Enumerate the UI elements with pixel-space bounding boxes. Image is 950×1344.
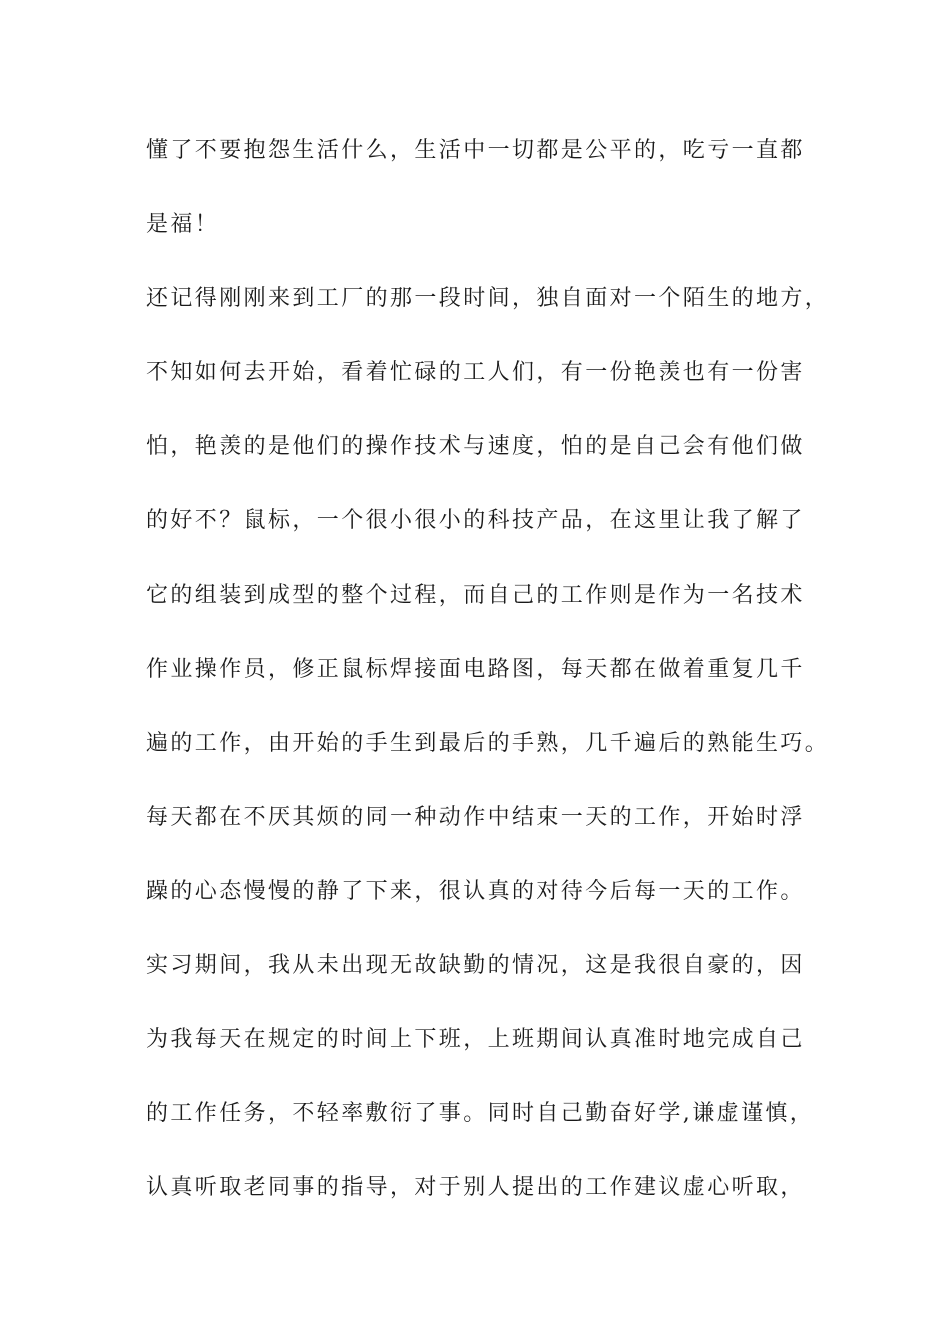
text-line: 它的组装到成型的整个过程，而自己的工作则是作为一名技术: [146, 582, 805, 608]
text-line: 实习期间，我从未出现无故缺勤的情况，这是我很自豪的，因: [146, 953, 805, 979]
text-line: 懂了不要抱怨生活什么，生活中一切都是公平的，吃亏一直都: [146, 138, 805, 163]
text-line: 遍的工作，由开始的手生到最后的手熟，几千遍后的熟能生巧。: [146, 730, 830, 756]
text-line: 躁的心态慢慢的静了下来，很认真的对待今后每一天的工作。: [146, 878, 805, 904]
text-line: 还记得刚刚来到工厂的那一段时间，独自面对一个陌生的地方，: [146, 286, 830, 312]
text-line: 每天都在不厌其烦的同一种动作中结束一天的工作，开始时浮: [146, 804, 805, 830]
body-text: [146, 128, 830, 1239]
text-line: 不知如何去开始，看着忙碌的工人们，有一份艳羡也有一份害: [146, 360, 805, 386]
text-line: 为我每天在规定的时间上下班，上班期间认真准时地完成自己: [146, 1027, 805, 1053]
text-line: 的好不？鼠标，一个很小很小的科技产品，在这里让我了解了: [146, 508, 805, 534]
text-line: 的工作任务，不轻率敷衍了事。同时自己勤奋好学,谦虚谨慎，: [146, 1101, 815, 1127]
text-line: 作业操作员，修正鼠标焊接面电路图，每天都在做着重复几千: [146, 656, 805, 682]
text-line: 认真听取老同事的指导，对于别人提出的工作建议虚心听取，: [146, 1175, 805, 1201]
text-line: 是福！: [146, 212, 220, 238]
text-line: 怕，艳羡的是他们的操作技术与速度，怕的是自己会有他们做: [146, 434, 805, 460]
